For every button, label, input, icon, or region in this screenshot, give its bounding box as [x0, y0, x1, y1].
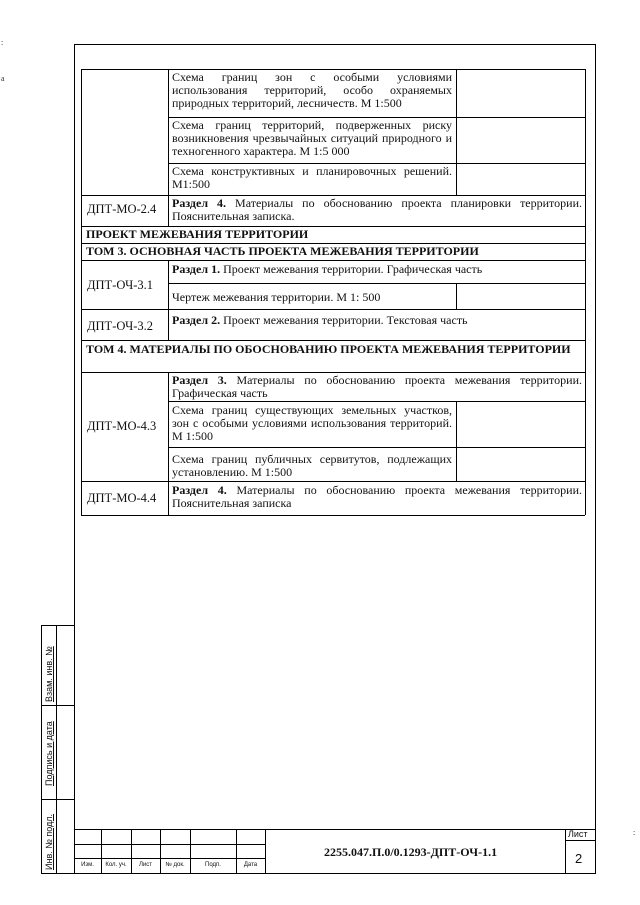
table-cell — [172, 263, 582, 276]
stamp-col-list: Лист — [138, 862, 153, 868]
edge-mark: : — [633, 828, 636, 837]
stamp-border — [565, 829, 566, 874]
section-text: Материалы по обоснованию проекта межевания территории. Графическая часть — [172, 373, 582, 400]
stamp-border — [74, 829, 596, 830]
table-border — [81, 515, 585, 516]
stamp-col-kol-uch: Кол. уч. — [105, 862, 127, 868]
table-border — [168, 260, 169, 340]
section-text: Материалы по обоснованию проекта планировки территории. Пояснительная записка. — [172, 196, 582, 223]
table-border — [168, 401, 585, 402]
table-border — [168, 447, 585, 448]
table-border — [456, 401, 457, 481]
side-divider — [41, 799, 74, 800]
stamp-border — [265, 829, 266, 874]
table-border — [456, 69, 457, 195]
side-label-podpis: Подпись и дата — [44, 721, 54, 786]
table-border — [168, 283, 585, 284]
stamp-border — [565, 840, 596, 841]
table-cell — [172, 197, 582, 223]
table-cell: Чертеж межевания территории. М 1: 500 — [172, 290, 381, 304]
section-text: Проект межевания территории. Текстовая часть — [223, 313, 468, 327]
table-border — [81, 309, 585, 310]
doc-code: ДПТ-МО-4.3 — [87, 419, 157, 433]
table-cell: Схема границ публичных сервитутов, подлежащих установлению. М 1:500 — [172, 452, 452, 479]
sheet-number: 2 — [575, 851, 583, 866]
edge-mark: а — [1, 74, 5, 83]
section-title: Раздел 4. — [172, 483, 227, 497]
stamp-col-data: Дата — [243, 862, 258, 868]
table-border — [168, 69, 169, 226]
table-cell: Схема конструктивных и планировочных решений. М1:500 — [172, 164, 452, 191]
side-divider — [41, 705, 74, 706]
table-cell — [172, 374, 582, 400]
table-border — [81, 69, 82, 515]
section-title: Раздел 3. — [172, 373, 227, 387]
table-border — [456, 283, 457, 309]
table-cell: Схема границ территорий, подверженных риску возникновения чрезвычайных ситуаций природного и техногенного характера. М 1:5 000 — [172, 118, 452, 158]
table-border — [81, 260, 585, 261]
side-label-inv: Инв. № подл. — [44, 813, 54, 870]
stamp-col-izm: Изм. — [81, 862, 94, 868]
table-border — [81, 481, 585, 482]
doc-code: ДПТ-ОЧ-3.2 — [87, 319, 153, 333]
side-label-vzam: Взам. инв. № — [44, 646, 54, 702]
table-border — [81, 340, 585, 341]
section-text: Материалы по обоснованию проекта межевания территории. Пояснительная записка — [172, 483, 582, 510]
stamp-col-podp: Подп. — [205, 862, 221, 868]
section-header: ТОМ 4. МАТЕРИАЛЫ ПО ОБОСНОВАНИЮ ПРОЕКТА МЕЖЕВАНИЯ ТЕРРИТОРИИ — [86, 342, 571, 356]
table-cell: Схема границ существующих земельных участков, зон с особыми условиями использования территорий. М 1:500 — [172, 403, 452, 443]
section-title: Раздел 4. — [172, 196, 227, 210]
section-title: Раздел 2. — [172, 313, 221, 327]
doc-code: ДПТ-МО-4.4 — [87, 491, 157, 505]
section-title: Раздел 1. — [172, 262, 221, 276]
table-border — [585, 69, 586, 515]
doc-code: ДПТ-МО-2.4 — [87, 202, 157, 216]
section-header: ТОМ 3. ОСНОВНАЯ ЧАСТЬ ПРОЕКТА МЕЖЕВАНИЯ ТЕРРИТОРИИ — [86, 244, 479, 258]
table-cell — [172, 314, 582, 327]
stamp-col-ndok: № док. — [165, 862, 185, 868]
table-border — [168, 372, 169, 515]
doc-code: ДПТ-ОЧ-3.1 — [87, 278, 153, 292]
table-cell: Схема границ зон с особыми условиями использования территорий, особо охраняемых природных территорий, лесничеств. М 1:500 — [172, 70, 452, 110]
edge-mark: : — [1, 38, 4, 47]
section-header: ПРОЕКТ МЕЖЕВАНИЯ ТЕРРИТОРИИ — [86, 227, 309, 241]
side-divider — [56, 625, 57, 874]
document-code: 2255.047.П.0/0.1293-ДПТ-ОЧ-1.1 — [324, 845, 498, 859]
sheet-label: Лист — [568, 829, 588, 839]
table-cell — [172, 484, 582, 510]
section-text: Проект межевания территории. Графическая часть — [223, 262, 483, 276]
